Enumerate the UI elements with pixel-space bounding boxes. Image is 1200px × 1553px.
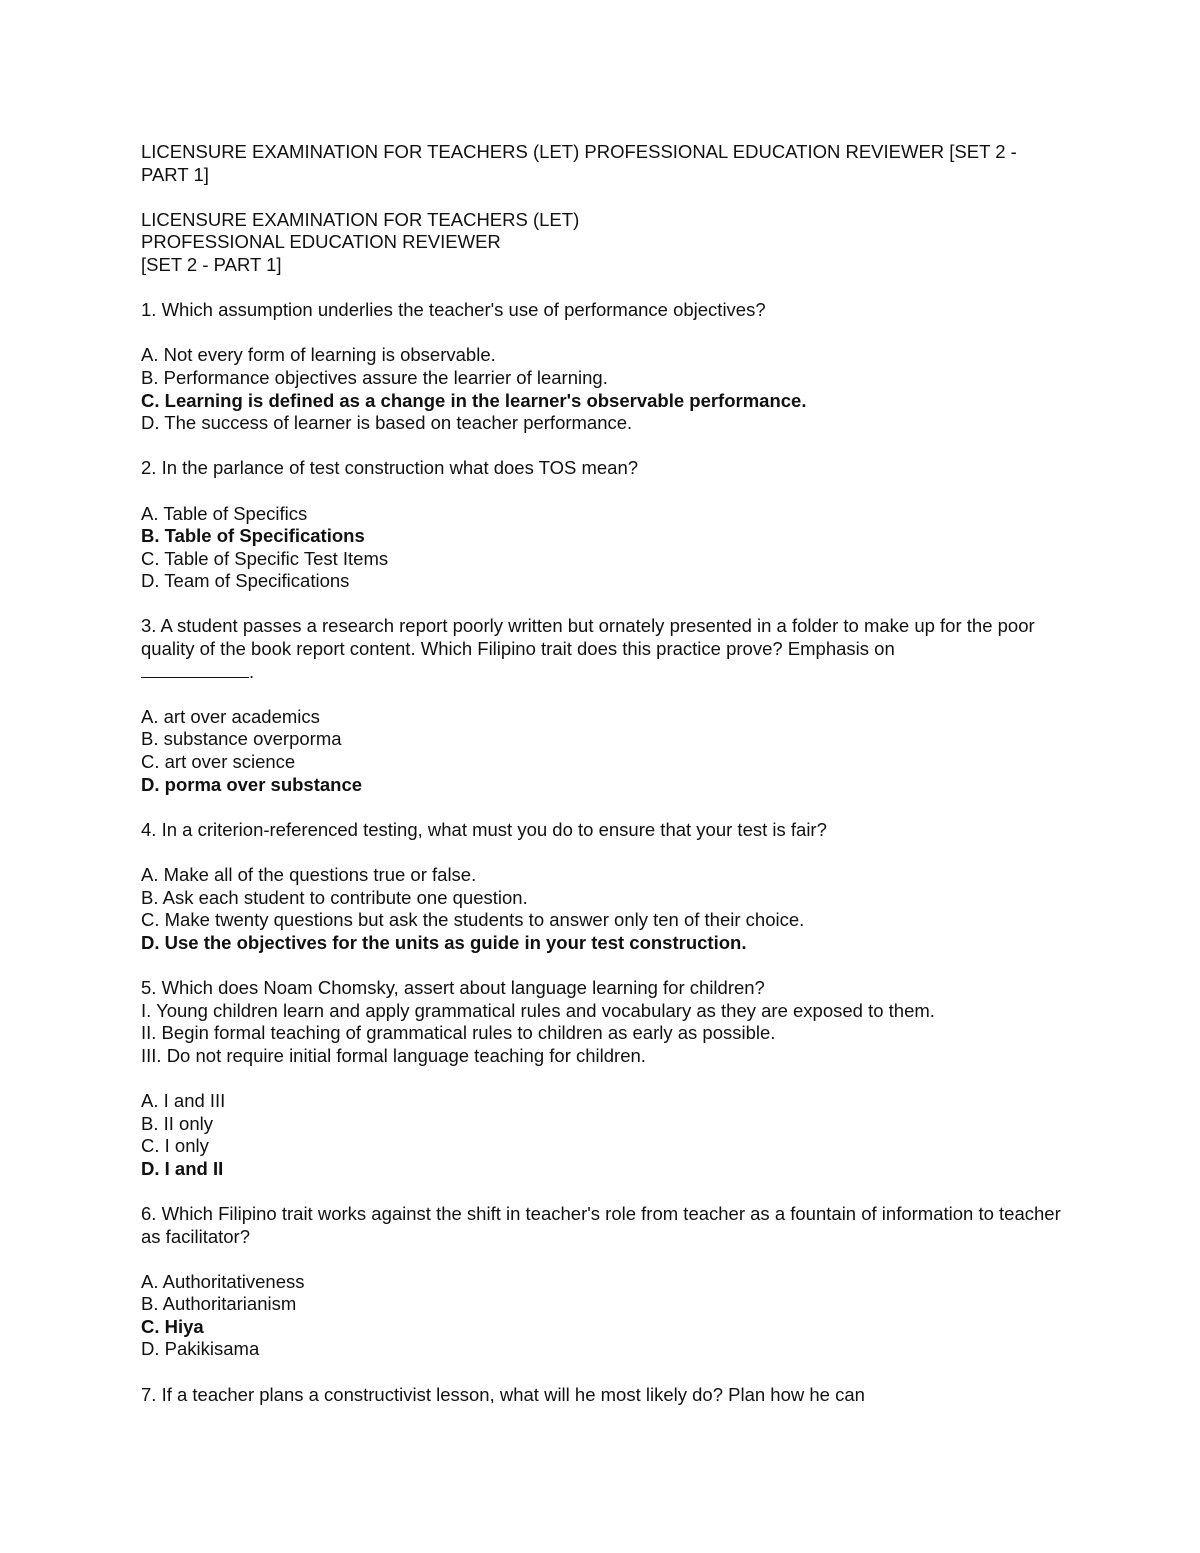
- document-header: [141, 209, 1066, 277]
- choice-c: C. art over science: [141, 751, 296, 773]
- choice-c-correct-answer: C. Hiya: [141, 1315, 204, 1337]
- statement-iii: III. Do not require initial formal language teaching for children.: [141, 1044, 646, 1066]
- choice-c: C. I only: [141, 1135, 209, 1157]
- choice-b: B. substance overporma: [141, 728, 342, 750]
- header-line: PROFESSIONAL EDUCATION REVIEWER: [141, 231, 501, 253]
- choice-a: A. Not every form of learning is observable.: [141, 344, 496, 366]
- question-2-choices: [141, 503, 1066, 593]
- header-line: [SET 2 - PART 1]: [141, 253, 282, 275]
- question-3-text: [141, 615, 1066, 683]
- question-1-text: 1. Which assumption underlies the teacher's use of performance objectives?: [141, 299, 766, 321]
- choice-b: B. Ask each student to contribute one question.: [141, 886, 528, 908]
- choice-b: B. Performance objectives assure the learrier of learning.: [141, 366, 608, 388]
- question-5-block: [141, 977, 1066, 1067]
- document-title: LICENSURE EXAMINATION FOR TEACHERS (LET) PROFESSIONAL EDUCATION REVIEWER [SET 2 - PART 1]: [141, 141, 1017, 185]
- choice-c: C. Make twenty questions but ask the students to answer only ten of their choice.: [141, 909, 805, 931]
- choice-a: A. Make all of the questions true or false.: [141, 864, 477, 885]
- question-1-choices: [141, 344, 1066, 434]
- question-4-text: 4. In a criterion-referenced testing, what must you do to ensure that your test is fair?: [141, 818, 827, 840]
- question-3-body: 3. A student passes a research report poorly written but ornately presented in a folder to make up for the poor quality of the book report content. Which Filipino trait does this practice prove? Emphasis on: [141, 615, 1035, 660]
- choice-a: A. Authoritativeness: [141, 1270, 305, 1292]
- question-5-choices: [141, 1090, 1066, 1180]
- choice-b: B. II only: [141, 1112, 213, 1134]
- choice-d-correct-answer: D. porma over substance: [141, 773, 363, 795]
- choice-a: A. art over academics: [141, 705, 320, 727]
- statement-i: I. Young children learn and apply grammatical rules and vocabulary as they are exposed to them.: [141, 999, 935, 1021]
- statement-ii: II. Begin formal teaching of grammatical rules to children as early as possible.: [141, 1022, 776, 1044]
- choice-a: A. I and III: [141, 1089, 226, 1111]
- choice-c: C. Table of Specific Test Items: [141, 547, 389, 569]
- choice-b: B. Authoritarianism: [141, 1293, 297, 1315]
- document-page: [141, 141, 1066, 1429]
- answer-blank: [141, 663, 249, 678]
- choice-d: D. Team of Specifications: [141, 570, 350, 592]
- choice-d-correct-answer: D. I and II: [141, 1157, 224, 1179]
- choice-d: D. Pakikisama: [141, 1338, 260, 1360]
- choice-c-correct-answer: C. Learning is defined as a change in the learner's observable performance.: [141, 389, 807, 411]
- question-7-text: 7. If a teacher plans a constructivist lesson, what will he most likely do? Plan how he can: [141, 1383, 865, 1405]
- question-3-choices: [141, 706, 1066, 796]
- question-6-choices: [141, 1271, 1066, 1361]
- choice-d-correct-answer: D. Use the objectives for the units as guide in your test construction.: [141, 931, 747, 953]
- choice-d: D. The success of learner is based on teacher performance.: [141, 412, 633, 434]
- question-6-text: 6. Which Filipino trait works against the shift in teacher's role from teacher as a fountain of information to teacher as facilitator?: [141, 1202, 1061, 1247]
- question-5-text: 5. Which does Noam Chomsky, assert about language learning for children?: [141, 976, 765, 998]
- choice-a: A. Table of Specifics: [141, 502, 308, 524]
- question-4-choices: [141, 864, 1066, 954]
- header-line: LICENSURE EXAMINATION FOR TEACHERS (LET): [141, 208, 580, 230]
- choice-b-correct-answer: B. Table of Specifications: [141, 525, 365, 547]
- question-3-blank-suffix: .: [249, 660, 255, 682]
- question-2-text: 2. In the parlance of test construction what does TOS mean?: [141, 457, 639, 479]
